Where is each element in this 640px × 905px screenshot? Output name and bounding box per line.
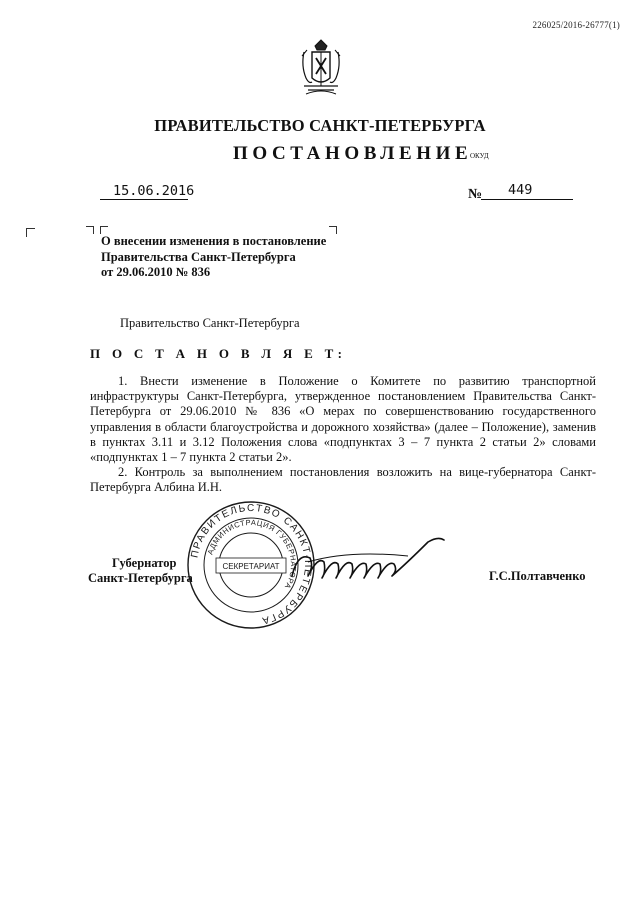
corner-mark-subject-left-b bbox=[100, 226, 108, 234]
decrees-heading: П О С Т А Н О В Л Я Е Т: bbox=[90, 346, 347, 361]
document-registration-number: 226025/2016-26777(1) bbox=[532, 20, 620, 30]
decree-title: ПОСТАНОВЛЕНИЕ bbox=[233, 143, 473, 164]
signatory-role-line-1: Губернатор bbox=[112, 556, 177, 570]
corner-mark-subject-right bbox=[329, 226, 337, 234]
coat-of-arms-emblem bbox=[298, 38, 344, 98]
corner-mark-subject-left-a bbox=[86, 226, 94, 234]
handwritten-signature bbox=[288, 532, 448, 592]
number-underline bbox=[481, 199, 573, 200]
stamp-center-text: СЕКРЕТАРИАТ bbox=[222, 562, 280, 571]
subject-line-3: от 29.06.2010 № 836 bbox=[101, 265, 211, 279]
number-sign: № bbox=[468, 187, 483, 202]
paragraph-1: 1. Внести изменение в Положение о Комитете по развитию транспортной инфраструктуры Санкт-Петербурга, утвержденное постановлением Правительства Санкт-Петербурга от 29.06.2010 № 836 «О мерах по совершенствованию государственного управления в области благоустройства и дорожного хозяйства» (далее – Положение), заменив в пунктах 3.11 и 3.12 Положения слова «подпунктах 3 – 7 пункта 2 статьи 2» словами «подпунктах 1 – 7 пункта 2 статьи 2». bbox=[90, 374, 596, 465]
decree-date: 15.06.2016 bbox=[113, 183, 195, 199]
intro-text: Правительство Санкт-Петербурга bbox=[120, 316, 300, 330]
stamp-inner-text: АДМИНИСТРАЦИЯ ГУБЕРНАТОРА bbox=[205, 517, 299, 591]
signatory-name: Г.С.Полтавченко bbox=[489, 569, 586, 583]
signatory-role-line-2: Санкт-Петербурга bbox=[88, 571, 193, 585]
decree-subject bbox=[101, 234, 326, 281]
okud-label: ОКУД bbox=[470, 152, 489, 160]
government-title: ПРАВИТЕЛЬСТВО САНКТ-ПЕТЕРБУРГА bbox=[154, 116, 486, 135]
decree-number: 449 bbox=[508, 182, 533, 198]
corner-mark-left bbox=[26, 228, 35, 237]
decree-body bbox=[90, 374, 596, 496]
paragraph-2: 2. Контроль за выполнением постановления возложить на вице-губернатора Санкт-Петербурга Албина И.Н. bbox=[90, 465, 596, 495]
subject-line-1: О внесении изменения в постановление bbox=[101, 234, 327, 248]
date-underline bbox=[100, 199, 188, 200]
subject-line-2: Правительства Санкт-Петербурга bbox=[101, 249, 296, 264]
stamp-outer-text: ПРАВИТЕЛЬСТВО САНКТ-ПЕТЕРБУРГА bbox=[189, 502, 314, 627]
